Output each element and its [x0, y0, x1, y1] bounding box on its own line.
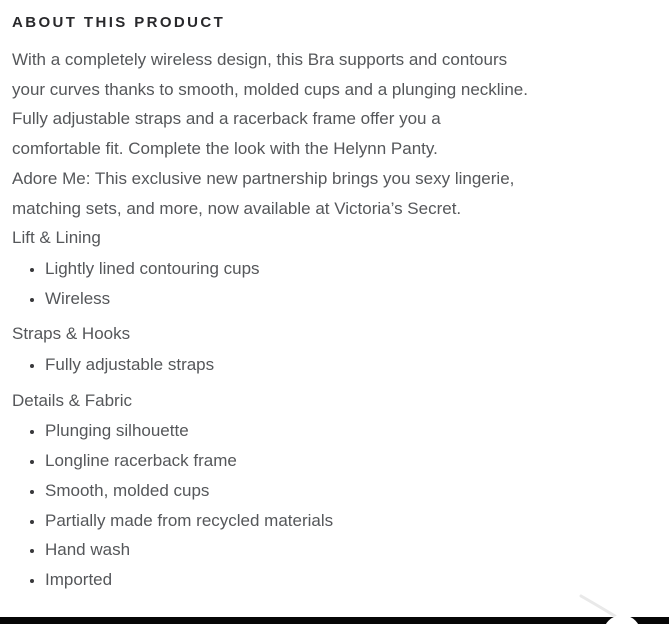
feature-item: • Lightly lined contouring cups [45, 254, 657, 284]
feature-item: • Wireless [45, 284, 657, 314]
feature-list [12, 254, 657, 313]
feature-list [12, 350, 657, 380]
paragraph-line: Adore Me: This exclusive new partnership brings you sexy lingerie, [12, 168, 515, 188]
paragraph-line: comfortable fit. Complete the look with the Helynn Panty. [12, 139, 438, 159]
subsection-heading: Straps & Hooks [12, 324, 131, 344]
feature-item: • Plunging silhouette [45, 416, 657, 446]
bottom-divider [0, 617, 669, 624]
paragraph-line: With a completely wireless design, this Bra supports and contours [12, 50, 508, 69]
feature-item: • Imported [45, 565, 657, 595]
paragraph-line: Fully adjustable straps and a racerback frame offer you a [12, 109, 441, 129]
paragraph-line: your curves thanks to smooth, molded cups and a plunging neckline. [12, 79, 528, 99]
feature-item: • Fully adjustable straps [45, 350, 657, 380]
paragraph-line: matching sets, and more, now available at Victoria’s Secret. [12, 198, 462, 218]
subsection-heading: Details & Fabric [12, 390, 132, 410]
feature-list [12, 416, 657, 594]
feature-item: • Smooth, molded cups [45, 476, 657, 506]
subsection-heading: Lift & Lining [12, 228, 101, 248]
feature-item: • Partially made from recycled materials [45, 506, 657, 536]
feature-item: • Longline racerback frame [45, 446, 657, 476]
feature-item: • Hand wash [45, 535, 657, 565]
section-title: ABOUT THIS PRODUCT [12, 14, 226, 31]
about-product-section [0, 14, 669, 595]
product-description [12, 45, 657, 223]
feature-sections [12, 223, 657, 594]
